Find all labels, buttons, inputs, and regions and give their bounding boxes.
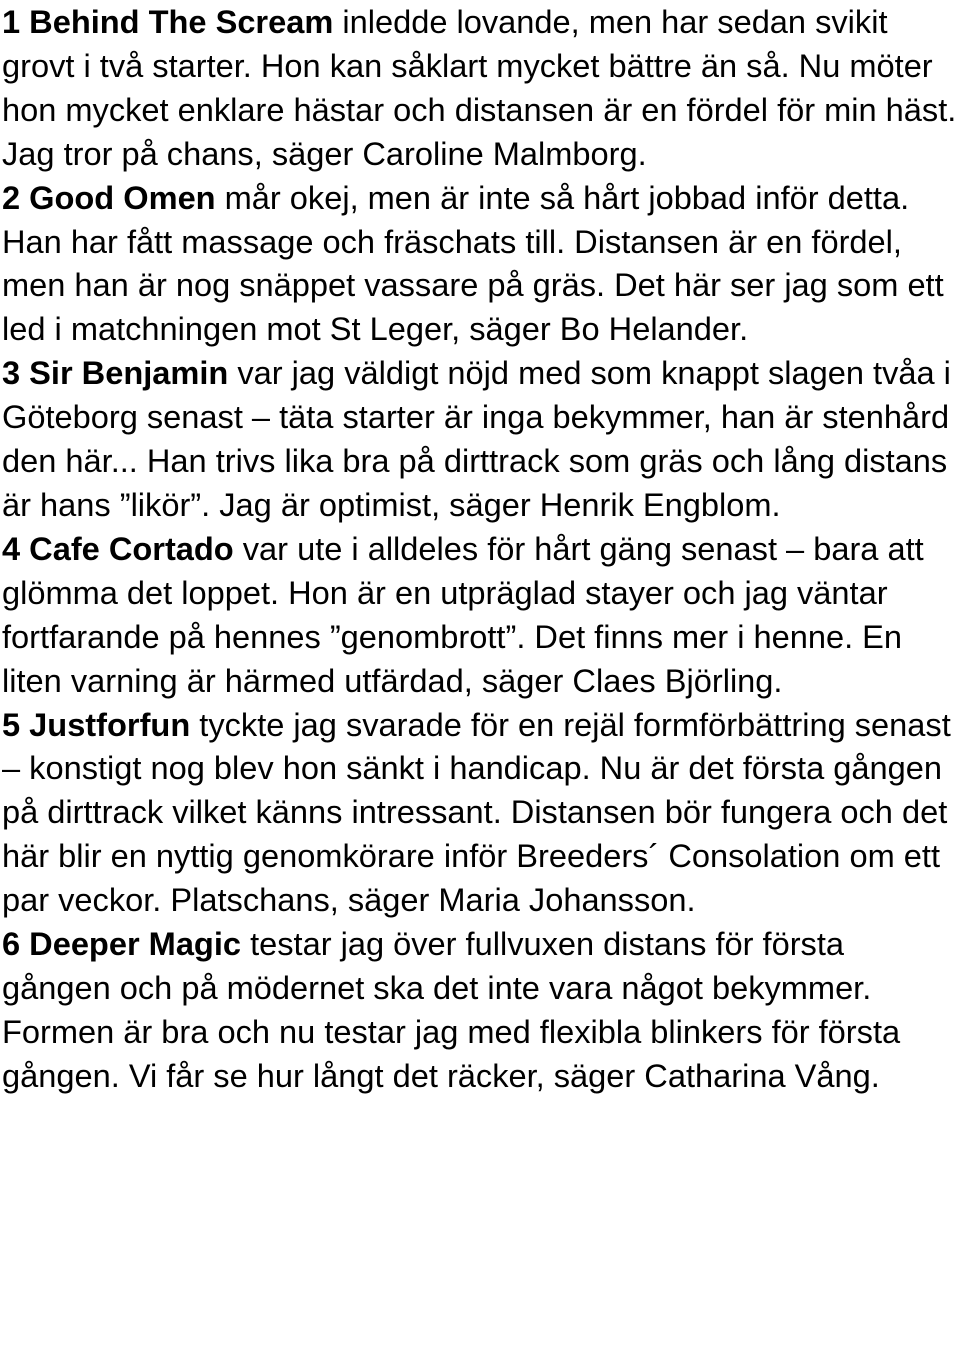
entry-text: testar jag över fullvuxen distans för första gången och på mödernet ska det inte vara något bekymmer. Formen är bra och nu testar jag med flexibla blinkers för första gången. Vi får se hur långt det räcker, säger Catharina Vång. — [2, 925, 901, 1094]
entry-text: var jag väldigt nöjd med som knappt slagen tvåa i Göteborg senast – täta starter är inga bekymmer, han är stenhård den här... Han trivs lika bra på dirttrack som gräs och lång distans är hans ”likör”. Jag är optimist, säger Henrik Engblom. — [2, 354, 951, 523]
entry-4 — [2, 527, 960, 703]
entry-2 — [2, 176, 960, 352]
horse-name: 1 Behind The Scream — [2, 3, 334, 40]
horse-name: 6 Deeper Magic — [2, 925, 242, 963]
horse-name: 5 Justforfun — [2, 705, 191, 743]
entry-6 — [2, 922, 960, 1098]
entry-text: tyckte jag svarade för en rejäl formförbättring senast – konstigt nog blev hon sänkt i handicap. Nu är det första gången på dirttrack vilket känns intressant. Distansen bör fungera och det här blir en nyttig genomkörare inför Breeders´ Consolation om ett par veckor. Platschans, säger Maria Johansson. — [2, 705, 951, 919]
horse-name: 3 Sir Benjamin — [2, 354, 229, 392]
entry-1 — [2, 0, 960, 176]
horse-name: 4 Cafe Cortado — [2, 529, 234, 567]
entry-text: var ute i alldeles för hårt gäng senast – bara att glömma det loppet. Hon är en utpräglad stayer och jag väntar fortfarande på hennes ”genombrott”. Det finns mer i henne. En liten varning är härmed utfärdad, säger Claes Björling. — [2, 529, 924, 699]
horse-name: 2 Good Omen — [2, 178, 216, 216]
entry-text: mår okej, men är inte så hårt jobbad inför detta. Han har fått massage och fräschats till. Distansen är en fördel, men han är nog snäppet vassare på gräs. Det här ser jag som ett led i matchningen mot St Leger, säger Bo Helander. — [2, 178, 944, 348]
entry-text: inledde lovande, men har sedan svikit grovt i två starter. Hon kan såklart mycket bättre än så. Nu möter hon mycket enklare hästar och distansen är en fördel för min häst. Jag tror på chans, säger Caroline Malmborg. — [2, 3, 957, 172]
entry-5 — [2, 703, 960, 923]
entry-3 — [2, 351, 960, 527]
